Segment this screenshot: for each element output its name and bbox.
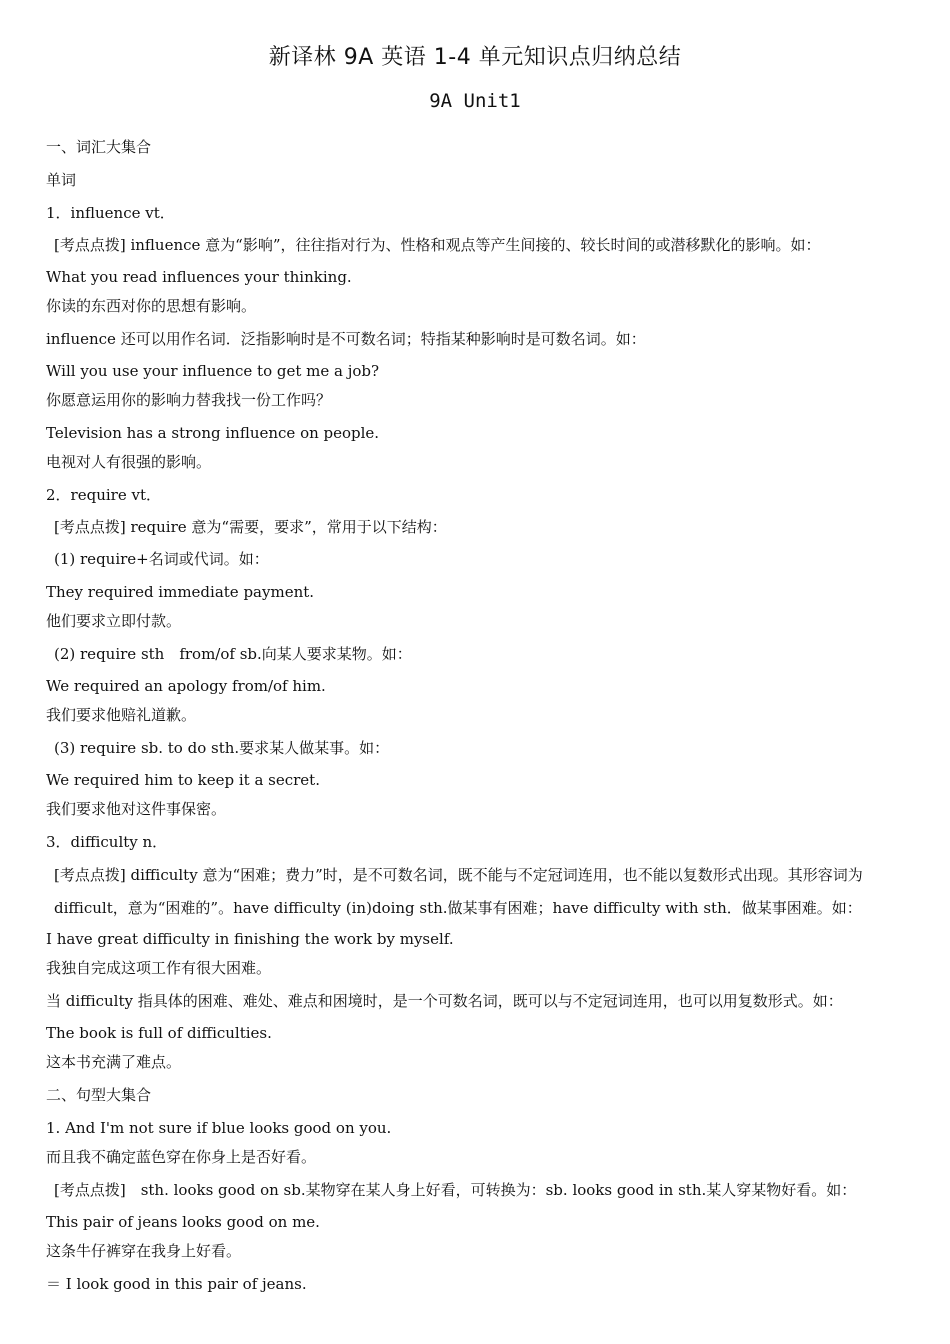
example-sentence: Television has a strong influence on people. — [46, 424, 380, 442]
sentence-item: 1. And I'm not sure if blue looks good on you. — [46, 1119, 392, 1137]
entry-heading: 1．influence vt． — [46, 204, 175, 222]
tip-paragraph: [考点点拨] influence 意为“影响”，往往指对行为、性格和观点等产生间接的、较长时间的或潜移默化的影响。如： — [54, 236, 821, 254]
example-translation: 我们要求他对这件事保密。 — [46, 800, 227, 818]
subheading-words: 单词 — [46, 171, 77, 189]
example-sentence: What you read influences your thinking. — [46, 268, 352, 286]
example-translation: 你愿意运用你的影响力替我找一份工作吗？ — [46, 391, 332, 409]
example-translation: 这条牛仔裤穿在我身上好看。 — [46, 1242, 242, 1260]
structure-item: (2) require sth from/of sb.向某人要求某物。如： — [54, 645, 412, 663]
example-translation: 他们要求立即付款。 — [46, 612, 182, 630]
section-heading-vocabulary: 一、词汇大集合 — [46, 138, 152, 156]
tip-paragraph: [考点点拨] sth. looks good on sb.某物穿在某人身上好看，可转换为：sb. looks good in sth.某人穿某物好看。如： — [54, 1181, 857, 1199]
section-heading-sentences: 二、句型大集合 — [46, 1086, 152, 1104]
entry-heading: 2．require vt． — [46, 486, 161, 504]
example-sentence: We required him to keep it a secret. — [46, 771, 320, 789]
tip-paragraph: [考点点拨] difficulty 意为“困难；费力”时，是不可数名词，既不能与不定冠词连用，也不能以复数形式出现。其形容词为 difficult，意为“困难的”。have difficulty (in)doing sth.做某事有困难；have difficulty with sth．做某事困难。如： — [54, 866, 863, 917]
example-sentence: We required an apology from/of him. — [46, 677, 326, 695]
example-sentence: ＝ I look good in this pair of jeans. — [46, 1275, 307, 1293]
structure-item: (3) require sb. to do sth.要求某人做某事。如： — [54, 739, 390, 757]
example-translation: 我们要求他赔礼道歉。 — [46, 706, 197, 724]
example-translation: 这本书充满了难点。 — [46, 1053, 182, 1071]
note-paragraph: influence 还可以用作名词．泛指影响时是不可数名词；特指某种影响时是可数名词。如： — [46, 330, 646, 348]
example-sentence: Will you use your influence to get me a job? — [46, 362, 380, 380]
example-sentence: They required immediate payment. — [46, 583, 315, 601]
example-sentence: This pair of jeans looks good on me. — [46, 1213, 320, 1231]
document-title: 新译林 9A 英语 1-4 单元知识点归纳总结 — [268, 45, 682, 70]
example-translation: 电视对人有很强的影响。 — [46, 453, 212, 471]
example-sentence: The book is full of difficulties. — [46, 1024, 272, 1042]
tip-paragraph: [考点点拨] require 意为“需要，要求”，常用于以下结构： — [54, 518, 447, 536]
unit-heading: 9A Unit1 — [429, 90, 521, 112]
entry-heading: 3．difficulty n． — [46, 833, 168, 851]
structure-item: (1) require+名词或代词。如： — [54, 550, 269, 568]
example-translation: 我独自完成这项工作有很大困难。 — [46, 959, 272, 977]
note-paragraph: 当 difficulty 指具体的困难、难处、难点和困境时，是一个可数名词，既可以与不定冠词连用，也可以用复数形式。如： — [46, 992, 843, 1010]
example-sentence: I have great difficulty in finishing the work by myself. — [46, 930, 454, 948]
example-translation: 而且我不确定蓝色穿在你身上是否好看。 — [46, 1148, 317, 1166]
example-translation: 你读的东西对你的思想有影响。 — [46, 297, 257, 315]
